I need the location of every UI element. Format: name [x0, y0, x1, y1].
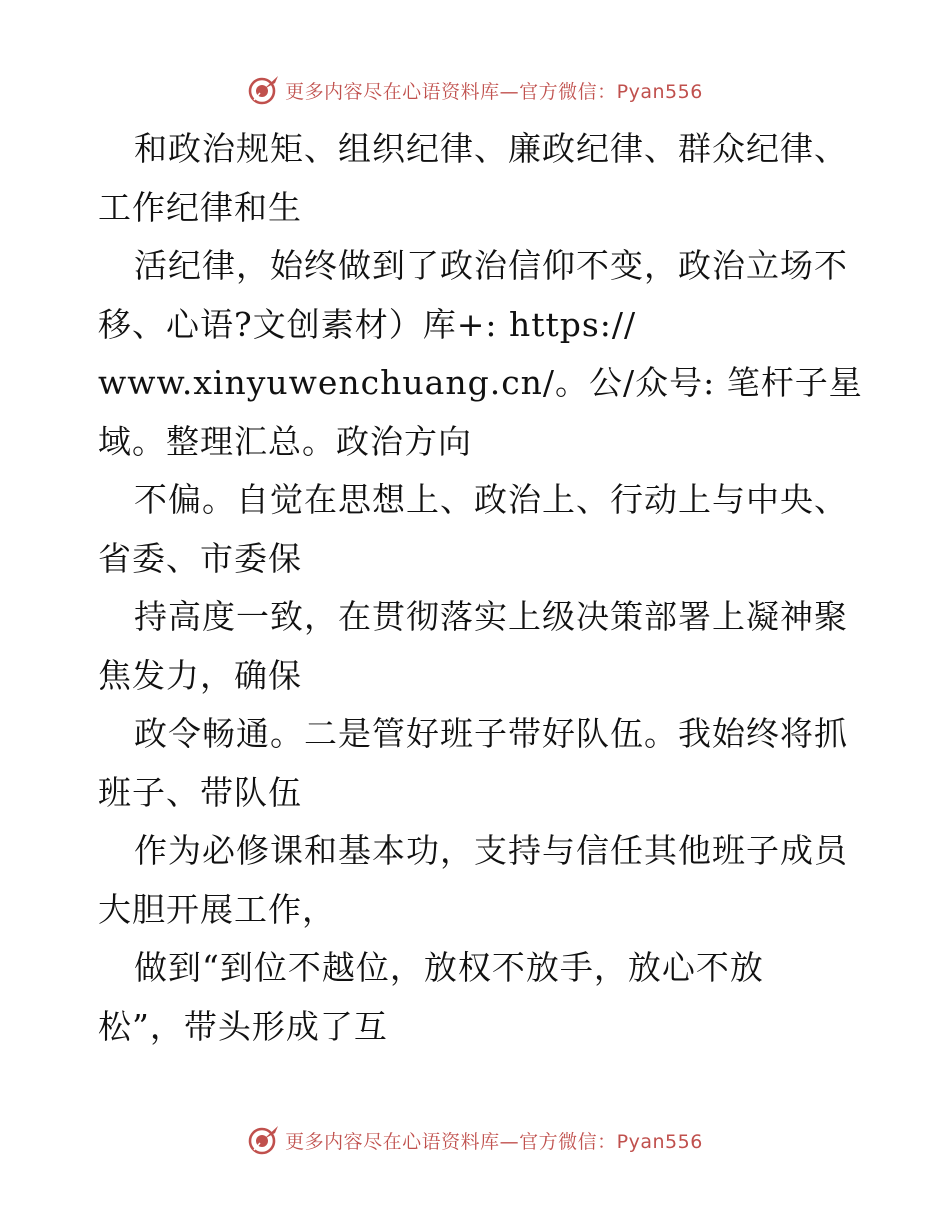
text-line: 不偏。自觉在思想上、政治上、行动上与中央、: [134, 480, 848, 519]
text-line: 持高度一致，在贯彻落实上级决策部署上凝神聚: [134, 597, 848, 636]
header-banner: [0, 70, 950, 110]
text-line: 政令畅通。二是管好班子带好队伍。我始终将抓: [134, 714, 848, 753]
text-line: 移、心语?文创素材）库+: https://: [98, 304, 637, 344]
text-line: 省委、市委保: [98, 538, 302, 578]
text-line: 活纪律，始终做到了政治信仰不变，政治立场不: [134, 246, 848, 285]
text-line: 域。整理汇总。政治方向: [98, 421, 472, 461]
text-line: 松”，带头形成了互: [98, 1006, 388, 1046]
quill-pen-logo-icon: [247, 73, 281, 107]
document-body: [98, 120, 863, 1056]
text-line: 班子、带队伍: [98, 772, 302, 812]
header-banner-text: 更多内容尽在心语资料库—官方微信：Pyan556: [285, 80, 703, 103]
footer-banner-text: 更多内容尽在心语资料库—官方微信：Pyan556: [285, 1130, 703, 1153]
text-line: 作为必修课和基本功，支持与信任其他班子成员: [134, 831, 848, 870]
text-line: 做到“到位不越位，放权不放手，放心不放: [134, 948, 764, 987]
text-line: 焦发力，确保: [98, 655, 302, 695]
text-line: 工作纪律和生: [98, 187, 302, 227]
text-line: www.xinyuwenchuang.cn/。公/众号: 笔杆子星: [98, 363, 863, 402]
text-line: 和政治规矩、组织纪律、廉政纪律、群众纪律、: [134, 129, 848, 168]
text-line: 大胆开展工作，: [98, 889, 336, 929]
footer-banner: [0, 1120, 950, 1160]
quill-pen-logo-icon: [247, 1123, 281, 1157]
